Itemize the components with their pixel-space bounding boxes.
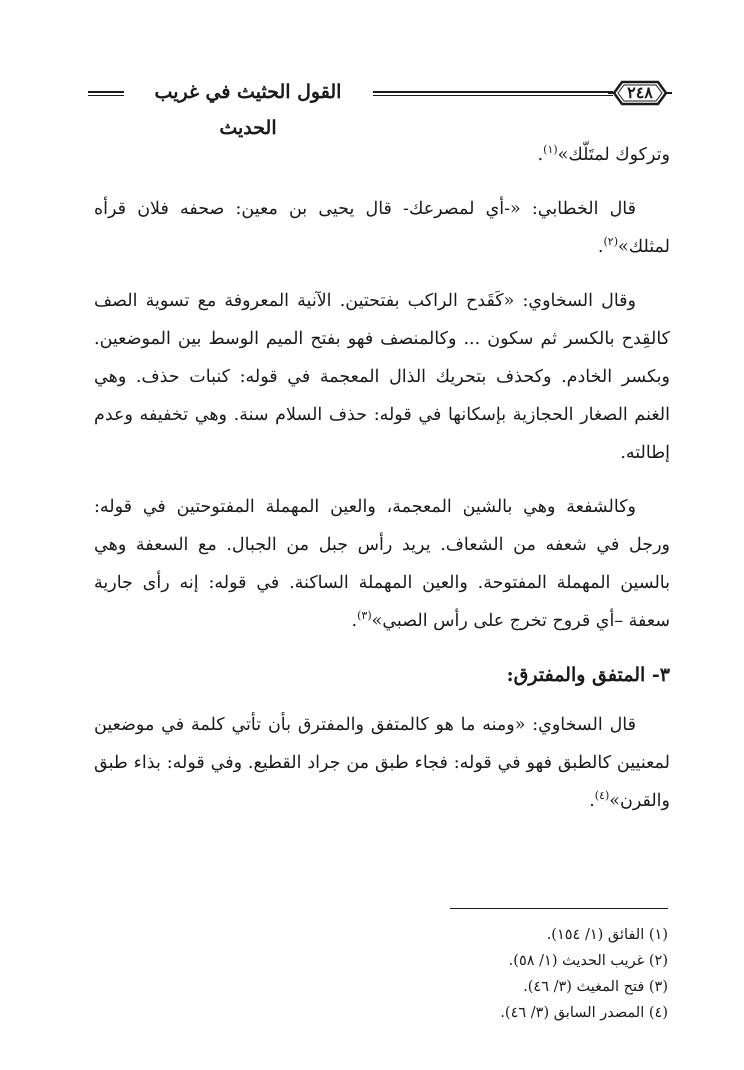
main-text [94,136,670,836]
paragraph-2-end: . [597,237,604,257]
paragraph-1-text: وتركوك لمتَلّك» [557,145,670,165]
paragraph-1-end: . [537,145,544,165]
paragraph-4 [94,488,670,640]
paragraph-4-end: . [351,611,358,631]
running-header [88,74,676,139]
header-rule-left [88,91,124,96]
section-heading: ٣- المتفق والمفترق: [506,664,670,686]
paragraph-5 [94,706,670,820]
footnotes [300,922,668,1026]
book-title: القول الحثيث في غريب الحديث [154,81,342,139]
paragraph-1 [94,136,670,174]
paragraph-3: وقال السخاوي: «كَقَدح الراكب بفتحتين. الآنية المعروفة مع تسوية الصف كالقِدح بالكسر ثم سكون ... وكالمنصف فهو بفتح الميم الوسط بين الموضعين. وبكسر الخادم. وكحذف بتحريك الذال المعجمة في قوله: كنبات حذف. وهي الغنم الصغار الحجازية بإسكانها في قوله: حذف السلام سنة. وهي تخفيفه وعدم إطالته. [94,291,670,463]
header-rule-right [373,91,613,96]
paragraph-4-text: وكالشفعة وهي بالشين المعجمة، والعين المهملة المفتوحتين في قوله: ورجل في شعفه من الشعاف. يريد رأس جبل من الجبال. مع السعفة وهي بالسين المهملة المفتوحة. والعين المهملة الساكنة. في قوله: إنه رأى جارية سعفة –أي قروح تخرج على رأس الصبي» [94,497,670,631]
footnote-ref-4[interactable]: (٤) [594,789,610,803]
footnote-3: (٣) فتح المغيث (٣/ ٤٦). [523,979,668,995]
paragraph-2 [94,190,670,266]
page-number-ornament [608,80,672,106]
footnote-separator [450,908,668,909]
paragraph-5-text: قال السخاوي: «ومنه ما هو كالمتفق والمفترق بأن تأتي كلمة في موضعين لمعنيين كالطبق فهو في قوله: فجاء طبق من جراد القطيع. وفي قوله: بذاء طبق والقرن» [94,715,670,811]
footnote-ref-2[interactable]: (٢) [603,235,619,249]
footnote-2: (٢) غريب الحديث (١/ ٥٨). [508,953,668,969]
paragraph-5-end: . [589,791,595,811]
paragraph-2-text: قال الخطابي: «-أي لمصرعك- قال يحيى بن معين: صحفه فلان قرأه لمثلك» [94,199,670,257]
footnote-ref-3[interactable]: (٣) [357,609,372,623]
footnote-4: (٤) المصدر السابق (٣/ ٤٦). [500,1005,668,1021]
page-number: ٢٤٨ [627,83,653,102]
footnote-1: (١) الفائق (١/ ١٥٤). [546,927,668,943]
footnote-ref-1[interactable]: (١) [543,143,558,157]
